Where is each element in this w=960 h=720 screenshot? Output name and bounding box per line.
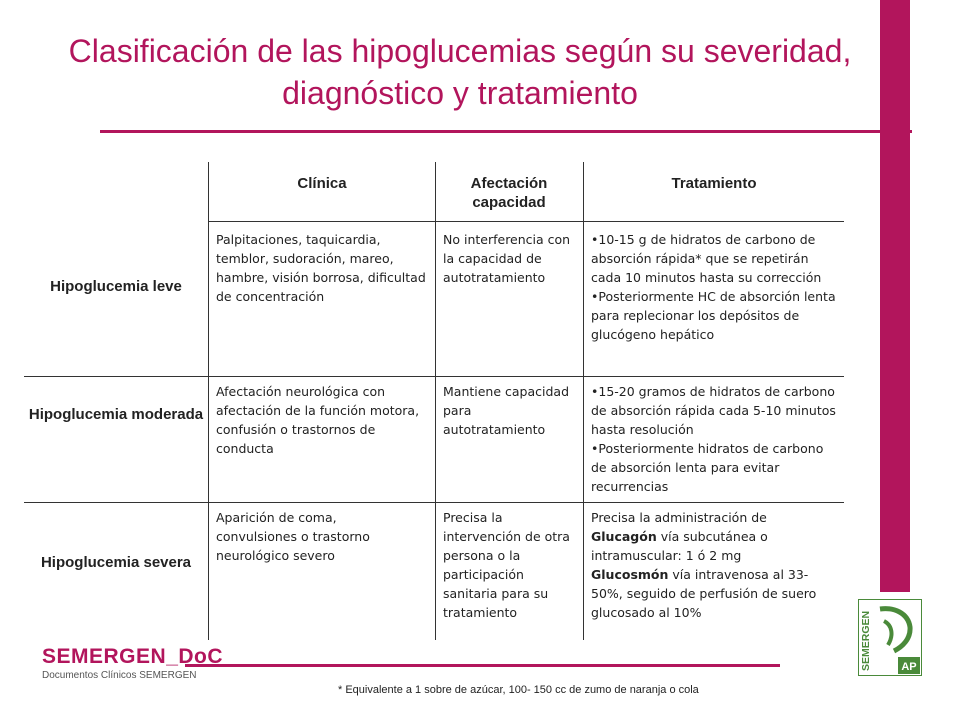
row-label-moderada: Hipoglucemia moderada [28,406,204,423]
logo-subtitle: Documentos Clínicos SEMERGEN [42,670,197,681]
drug-glucagon: Glucagón [591,529,657,544]
cell-leve-clinica: Palpitaciones, taquicardia, temblor, sudoración, mareo, hambre, visión borrosa, dificultad de concentración [216,232,426,304]
semergen-doc-logo [42,645,223,681]
badge-corner-text: AP [901,661,917,673]
cell-severa-afectacion: Precisa la intervención de otra persona o la participación sanitaria para su tratamiento [443,510,570,620]
cell-moderada-afectacion: Mantiene capacidad para autotratamiento [443,384,570,437]
row-label-severa: Hipoglucemia severa [40,554,192,571]
header-clinica: Clínica [297,175,347,192]
cell-moderada-tratamiento [591,382,839,496]
page-title: Clasificación de las hipoglucemias según su severidad, diagnóstico y tratamiento [68,33,852,111]
title-underline [100,130,912,133]
row-divider-2 [24,502,844,503]
tratamiento-severa-text-1: vía subcutánea o intramuscular: 1 ó 2 mg [591,529,768,563]
right-accent-bar [880,0,910,592]
tratamiento-severa-intro: Precisa la administración de [591,510,767,525]
logo-main-text: SEMERGEN_DoC [42,645,224,668]
tratamiento-moderada-item-1: • 15-20 gramos de hidratos de carbono de absorción rápida cada 5-10 minutos hasta resolución [591,382,839,439]
drug-glucosmon: Glucosmón [591,567,669,582]
footnote: * Equivalente a 1 sobre de azúcar, 100- 150 cc de zumo de naranja o cola [338,684,699,696]
semergen-ap-badge-icon [858,599,922,676]
badge-vertical-text: SEMERGEN [860,610,872,671]
logo-main-a: SEMERGEN [42,645,167,668]
col-divider-3 [583,162,584,640]
cell-leve-tratamiento [591,230,839,344]
bottom-rule [185,664,780,667]
cell-leve-afectacion: No interferencia con la capacidad de autotratamiento [443,232,571,285]
cell-moderada-clinica: Afectación neurológica con afectación de la función motora, confusión o trastornos de conducta [216,384,420,456]
row-label-leve: Hipoglucemia leve [50,278,182,295]
header-row-divider [208,221,844,222]
header-afectacion: Afectación capacidad [470,175,548,211]
cell-severa-clinica: Aparición de coma, convulsiones o trastorno neurológico severo [216,510,370,563]
header-tratamiento: Tratamiento [671,175,757,192]
tratamiento-moderada-item-2: • Posteriormente hidratos de carbono de absorción lenta para evitar recurrencias [591,439,839,496]
tratamiento-severa-text-2: vía intravenosa al 33-50%, seguido de perfusión de suero glucosado al 10% [591,567,817,620]
row-divider-1 [24,376,844,377]
logo-main-b: DoC [178,645,224,668]
col-divider-2 [435,162,436,640]
cell-severa-tratamiento [591,508,839,622]
col-divider-1 [208,162,209,640]
tratamiento-leve-item-2: • Posteriormente HC de absorción lenta para replecionar los depósitos de glucógeno hepático [591,287,839,344]
tratamiento-leve-item-1: • 10-15 g de hidratos de carbono de absorción rápida* que se repetirán cada 10 minutos hasta su corrección [591,230,839,287]
